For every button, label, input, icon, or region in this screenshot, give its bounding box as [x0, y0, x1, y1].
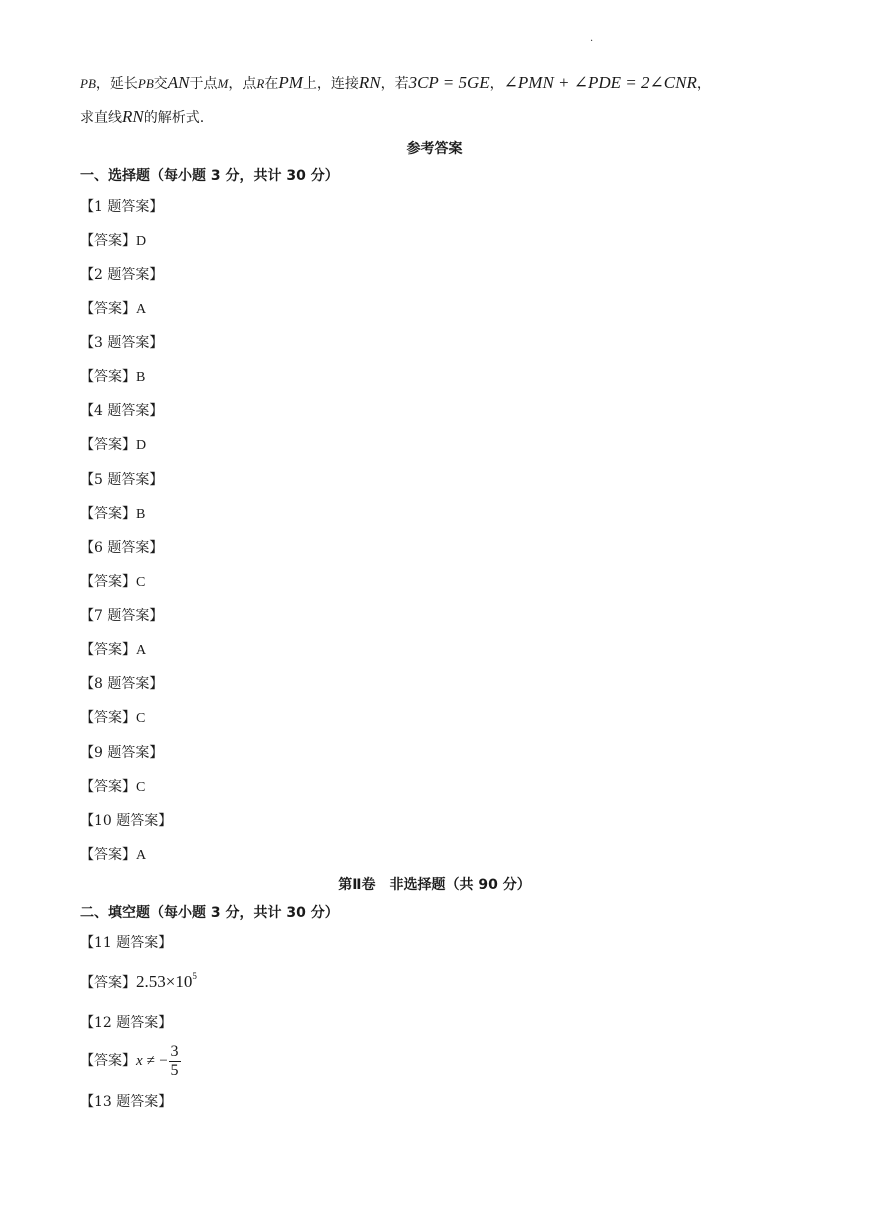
text-fragment: ，若 — [380, 76, 409, 92]
answer-label: 【答案】 — [80, 301, 136, 317]
answer-line — [80, 972, 197, 993]
answer-value: C — [136, 575, 146, 590]
section-1-title: 一、选择题（每小题 3 分，共计 30 分） — [80, 168, 339, 184]
part-2-title: 第Ⅱ卷 非选择题（共 90 分） — [338, 877, 531, 893]
question-label: 【1 题答案】 — [80, 199, 164, 215]
answer-value: A — [136, 302, 147, 317]
answer-line — [80, 367, 145, 388]
answer-line — [80, 1041, 181, 1081]
question-label: 【11 题答案】 — [80, 935, 173, 951]
math-equation: 3CP = 5GE — [408, 73, 490, 92]
question-label: 【6 题答案】 — [80, 540, 164, 556]
question-label: 【2 题答案】 — [80, 267, 164, 283]
answer-label: 【答案】 — [80, 847, 136, 863]
math-rn: RN — [358, 73, 381, 92]
answer-value: A — [136, 848, 147, 863]
reference-answers-title: 参考答案 — [406, 141, 463, 157]
text-fragment: ，延长 — [95, 76, 138, 92]
question-label: 【9 题答案】 — [80, 745, 164, 761]
question-label: 【5 题答案】 — [80, 472, 164, 488]
answer-line — [80, 572, 145, 593]
answer-label: 【答案】 — [80, 233, 136, 249]
math-an: AN — [167, 73, 190, 92]
answer-value: A — [136, 643, 147, 658]
answer-value: C — [136, 780, 146, 795]
fraction-numerator: 3 — [170, 1042, 179, 1060]
answer-label: 【答案】 — [80, 710, 136, 726]
math-pb: PB — [80, 76, 96, 91]
question-label: 【8 题答案】 — [80, 676, 164, 692]
answer-line — [80, 777, 145, 798]
question-label: 【13 题答案】 — [80, 1094, 173, 1110]
question-label: 【7 题答案】 — [80, 608, 164, 624]
answer-line — [80, 640, 146, 661]
exponent: 5 — [192, 971, 197, 981]
question-label: 【10 题答案】 — [80, 813, 173, 829]
math-pb: PB — [137, 76, 154, 91]
answer-line — [80, 299, 146, 320]
math-pm: PM — [278, 73, 303, 92]
text-fragment: 的解析式. — [143, 110, 205, 126]
question-text-line-1 — [80, 73, 711, 94]
mantissa: 2.53×10 — [136, 972, 193, 991]
answer-value: C — [136, 711, 146, 726]
answer-line — [80, 435, 146, 456]
question-label: 【12 题答案】 — [80, 1015, 173, 1031]
answer-label: 【答案】 — [80, 642, 136, 658]
answer-value: B — [136, 370, 146, 385]
answer-label: 【答案】 — [80, 975, 136, 991]
fraction — [169, 1043, 181, 1080]
answer-label: 【答案】 — [80, 369, 136, 385]
answer-value: D — [136, 234, 147, 249]
answer-line — [80, 231, 146, 252]
section-2-title: 二、填空题（每小题 3 分，共计 30 分） — [80, 905, 339, 921]
text-fragment: 求直线 — [80, 110, 122, 126]
answer-label: 【答案】 — [80, 574, 136, 590]
text-fragment: 上，连接 — [302, 76, 359, 92]
answer-line — [80, 504, 145, 525]
text-fragment: 于点 — [189, 76, 218, 92]
math-rn: RN — [122, 107, 144, 126]
text-fragment: 在 — [264, 76, 279, 92]
text-fragment: ， — [489, 76, 504, 92]
scientific-notation — [136, 972, 197, 991]
answer-label: 【答案】 — [80, 779, 136, 795]
text-fragment: ， — [696, 76, 711, 92]
inequality-lhs: x ≠ − — [136, 1053, 169, 1069]
answer-label: 【答案】 — [80, 1053, 136, 1069]
question-text-line-2 — [80, 107, 204, 128]
header-mark: . — [590, 33, 594, 44]
math-r: R — [256, 76, 265, 91]
question-label: 【3 题答案】 — [80, 335, 164, 351]
math-m: M — [217, 76, 229, 91]
answer-label: 【答案】 — [80, 437, 136, 453]
answer-line — [80, 845, 146, 866]
math-angle-equation: ∠PMN + ∠PDE = 2∠CNR — [503, 73, 697, 92]
answer-value: B — [136, 507, 146, 522]
text-fragment: 交 — [153, 76, 168, 92]
fraction-denominator: 5 — [170, 1061, 179, 1079]
answer-value: D — [136, 438, 147, 453]
text-fragment: ，点 — [228, 76, 257, 92]
answer-line — [80, 708, 145, 729]
answer-label: 【答案】 — [80, 506, 136, 522]
question-label: 【4 题答案】 — [80, 403, 164, 419]
